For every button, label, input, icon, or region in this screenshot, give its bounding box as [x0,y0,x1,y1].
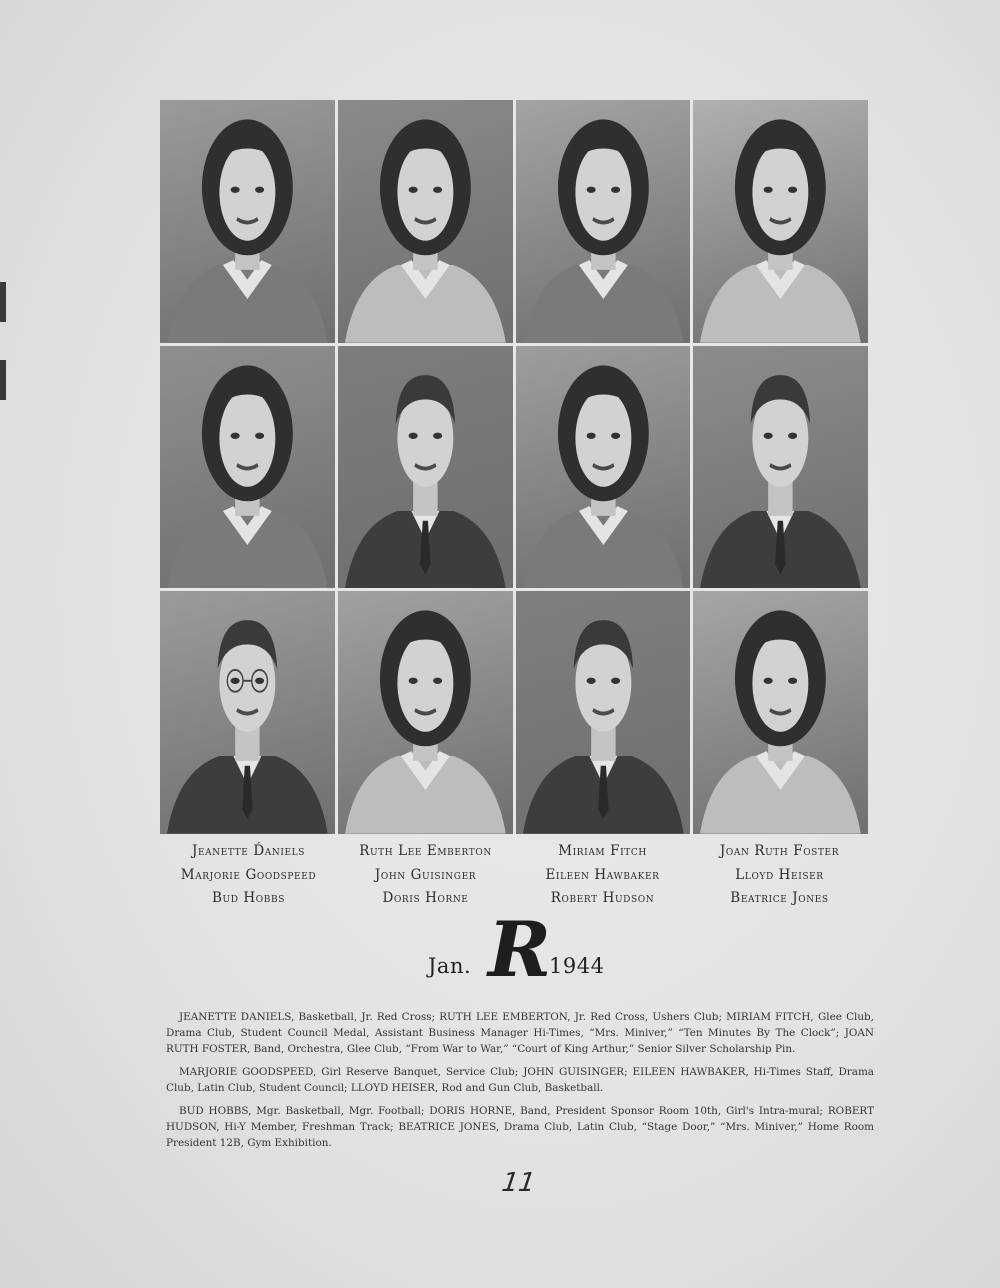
r-logo [488,905,552,994]
name-column [691,840,868,911]
portrait-photo [338,591,513,834]
name-column [514,840,691,911]
activity-captions [166,1009,874,1158]
student-name: John Guisinger [374,866,477,883]
name-columns [160,840,868,911]
issue-year: 1944 [549,954,605,978]
page-number: 11 [499,1168,538,1198]
portrait-photo [338,346,513,589]
student-name: Robert Hudson [550,890,655,906]
logo-letter: R [488,905,552,994]
student-name: Jeanette D́aniels [191,843,306,859]
name-column [160,840,337,911]
binding-mark [0,282,6,322]
portrait-photo [516,346,691,589]
caption-paragraph: JEANETTE DANIELS, Basketball, Jr. Red Cross; RUTH LEE EMBERTON, Jr. Red Cross, Ushers Club; MIRIAM FITCH, Glee Club, Drama Club, Student Council Medal, Assistant Business Manager Hi-Times, “Mrs. Miniver,” “Ten Minutes By The Clock”; JOAN RUTH FOSTER, Band, Orchestra, Glee Club, “From War to War,” “Court of King Arthur,” Senior Silver Scholarship Pin. [166,1011,874,1055]
student-name: Miriam Fitch [558,843,647,859]
student-name: Marjorie Goodspeed [180,866,317,883]
name-column [337,840,514,911]
portrait-photo [160,591,335,834]
caption-paragraph: MARJORIE GOODSPEED, Girl Reserve Banquet, Service Club; JOHN GUISINGER; EILEEN HAWBAKER, Hi-Times Staff, Drama Club, Latin Club, Student Council; LLOYD HEISER, Rod and Gun Club, Basketball. [166,1066,874,1094]
portrait-photo [693,100,868,343]
issue-month: Jan. [428,954,472,978]
student-name: Bud Hobbs [212,890,285,906]
portrait-photo [160,346,335,589]
student-name: Lloyd Heiser [735,866,824,883]
student-name: Ruth Lee Emberton [359,843,492,859]
student-name: Joan Ruth Foster [719,843,840,859]
portrait-photo [338,100,513,343]
portrait-photo [516,591,691,834]
portrait-photo [516,100,691,343]
portrait-photo [693,346,868,589]
portrait-photo [693,591,868,834]
portrait-photo [160,100,335,343]
student-name: Eileen Hawbaker [545,866,660,883]
portrait-grid [160,100,868,834]
issue-header [0,905,1000,998]
caption-paragraph: BUD HOBBS, Mgr. Basketball, Mgr. Football; DORIS HORNE, Band, President Sponsor Room 10th, Girl's Intra-mural; ROBERT HUDSON, Hi-Y Member, Freshman Track; BEATRICE JONES, Drama Club, Latin Club, “Stage Door,” “Mrs. Miniver,” Home Room President 12B, Gym Exhibition. [166,1105,874,1149]
binding-mark [0,360,6,400]
student-name: Doris Horne [382,890,469,906]
student-name: Beatrice Jones [730,890,829,906]
